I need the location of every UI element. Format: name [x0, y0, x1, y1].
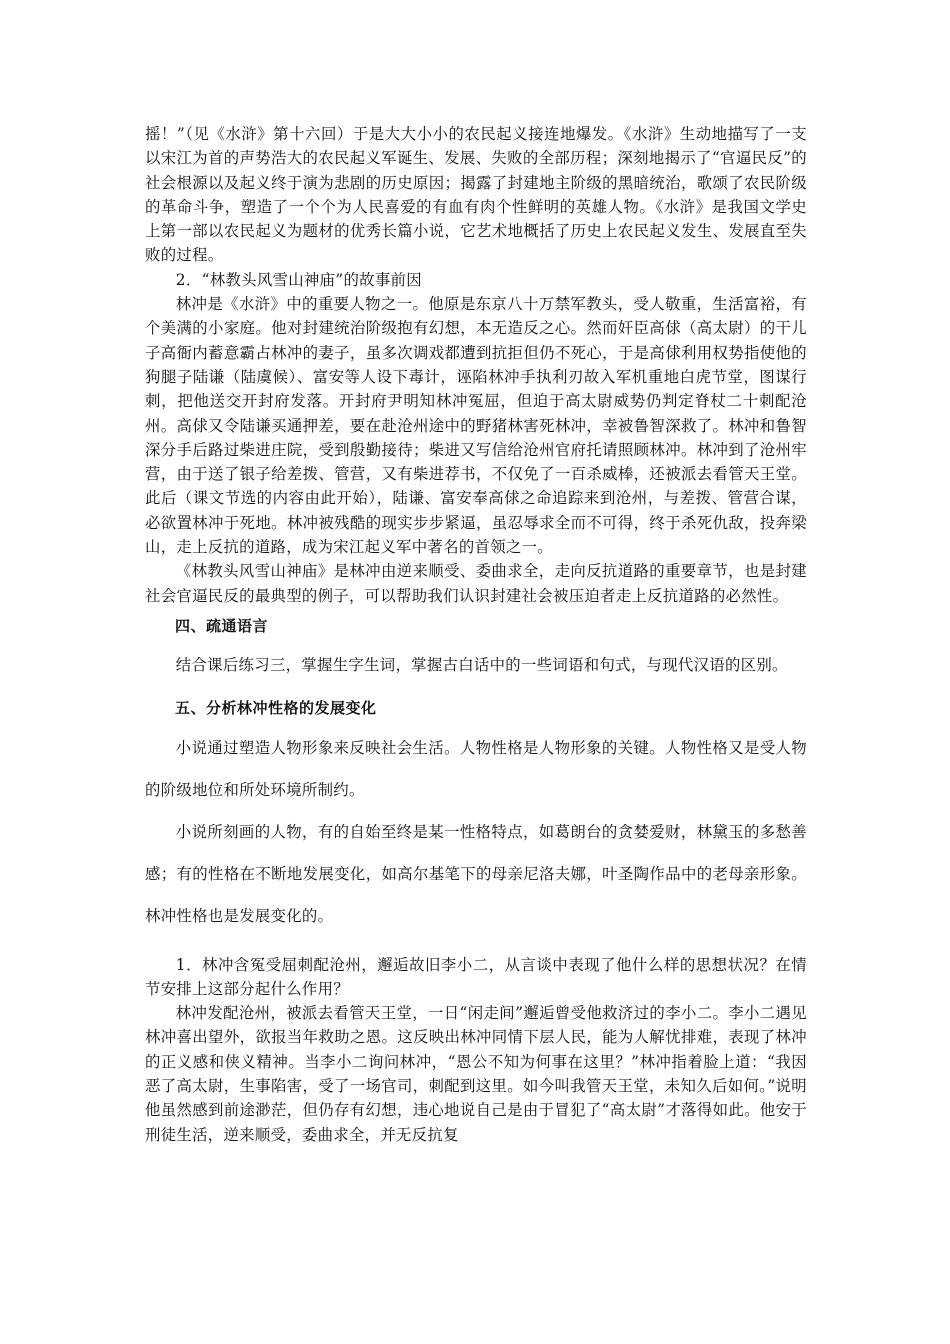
paragraph-lin-chong-analysis: 林冲发配沧州，被派去看管天王堂，一日“闲走间”邂逅曾受他救济过的李小二。李小二遇见林冲喜出望外，欲报当年救助之恩。这反映出林冲同情下层人民，能为人解忧排难，表现了林冲的正义感和侠义精神。当李小二询问林冲，“恩公不知为何事在这里？”林冲指着脸上道：“我因恶了高太尉，生事陷害，受了一场官司，刺配到这里。如今叫我管天王堂，未知久后如何。”说明他虽然感到前途渺茫，但仍存有幻想，违心地说自己是由于冒犯了“高太尉”才落得如此。他安于刑徒生活，逆来顺受，委曲求全，并无反抗复: [145, 1004, 807, 1144]
heading-section-four: 四、疏通语言: [175, 616, 269, 635]
document-page: [145, 122, 807, 1147]
subheading-story-background: 2．“林教头风雪山神庙”的故事前因: [175, 270, 422, 289]
heading-section-five: 五、分析林冲性格的发展变化: [175, 699, 377, 718]
paragraph-shuihu-summary: 摇！”（见《水浒》第十六回）于是大大小小的农民起义接连地爆发。《水浒》生动地描写了一支以宋江为首的声势浩大的农民起义军诞生、发展、失败的全部历程；深刻地揭示了“官逼民反”的社会根源以及起义终于演为悲剧的历史原因；揭露了封建地主阶级的黑暗统治，歌颂了农民阶级的革命斗争，塑造了一个个为人民喜爱的有血有肉个性鲜明的英雄人物。《水浒》是我国文学史上第一部以农民起义为题材的优秀长篇小说，它艺术地概括了历史上农民起义发生、发展直至失败的过程。: [145, 125, 807, 265]
paragraph-character-types: 小说所刻画的人物，有的自始至终是某一性格特点，如葛朗台的贪婪爱财，林黛玉的多愁善感；有的性格在不断地发展变化，如高尔基笔下的母亲尼洛夫娜，叶圣陶作品中的老母亲形象。林冲性格也是发展变化的。: [145, 822, 807, 925]
paragraph-character-intro: 小说通过塑造人物形象来反映社会生活。人物性格是人物形象的关键。人物性格又是受人物的阶级地位和所处环境所制约。: [145, 738, 807, 799]
paragraph-language-study: 结合课后练习三，掌握生字生词，掌握古白话中的一些词语和句式，与现代汉语的区别。: [175, 656, 788, 675]
question-one: 1．林冲含冤受屈刺配沧州，邂逅故旧李小二，从言谈中表现了他什么样的思想状况？在情节安排上这部分起什么作用？: [145, 955, 807, 998]
paragraph-lin-chong-background: 林冲是《水浒》中的重要人物之一。他原是东京八十万禁军教头，受人敬重，生活富裕，有个美满的小家庭。他对封建统治阶级抱有幻想，本无造反之心。然而奸臣高俅（高太尉）的干儿子高衙内蓄意霸占林冲的妻子，虽多次调戏都遭到抗拒但仍不死心，于是高俅利用权势指使他的狗腿子陆谦（陆虞候）、富安等人设下毒计，诬陷林冲手执利刃故入军机重地白虎节堂，图谋行刺，把他送交开封府发落。开封府尹明知林冲冤屈，但迫于高太尉威势仍判定脊杖二十刺配沧州。高俅又令陆谦买通押差，要在赴沧州途中的野猪林害死林冲，幸被鲁智深救了。林冲和鲁智深分手后路过柴进庄院，受到殷勤接待；柴进又写信给沧州官府托请照顾林冲。林冲到了沧州牢营，由于送了银子给差拨、管营，又有柴进荐书，不仅免了一百杀威棒，还被派去看管天王堂。此后（课文节选的内容由此开始），陆谦、富安奉高俅之命追踪来到沧州，与差拨、管营合谋，必欲置林冲于死地。林冲被残酷的现实步步紧逼，虽忍辱求全而不可得，终于杀死仇敌，投奔梁山，走上反抗的道路，成为宋江起义军中著名的首领之一。: [145, 295, 807, 557]
paragraph-chapter-significance: 《林教头风雪山神庙》是林冲由逆来顺受、委曲求全，走向反抗道路的重要章节，也是封建社会官逼民反的最典型的例子，可以帮助我们认识封建社会被压迫者走上反抗道路的必然性。: [145, 562, 807, 605]
